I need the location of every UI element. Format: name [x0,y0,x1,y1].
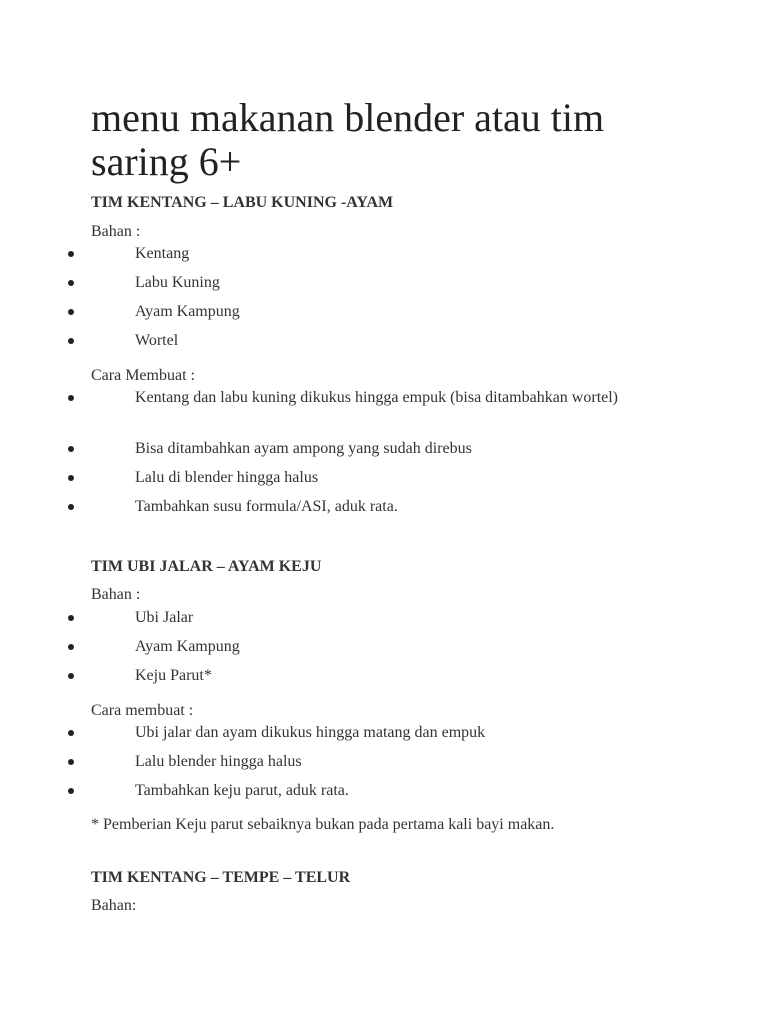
steps-label: Cara Membuat : [91,367,195,384]
ingredient-text: Wortel [135,332,179,349]
bullet-icon [68,788,74,794]
step-text: Ubi jalar dan ayam dikukus hingga matang dan empuk [135,724,486,741]
bullet-icon [68,730,74,736]
steps-label: Cara membuat : [91,702,194,719]
recipe-heading: TIM KENTANG – LABU KUNING -AYAM [91,194,394,211]
bullet-icon [68,446,74,452]
bullet-icon [68,673,74,679]
ingredient-text: Ubi Jalar [135,609,194,626]
ingredients-label: Bahan : [91,223,141,240]
bullet-icon [68,644,74,650]
step-text: Kentang dan labu kuning dikukus hingga empuk (bisa ditambahkan wortel) [135,389,619,406]
ingredient-text: Keju Parut* [135,667,212,684]
bullet-icon [68,395,74,401]
ingredients-label: Bahan : [91,586,141,603]
ingredient-text: Ayam Kampung [135,303,240,320]
step-text: Tambahkan susu formula/ASI, aduk rata. [135,498,398,515]
bullet-icon [68,504,74,510]
bullet-icon [68,280,74,286]
page-title: menu makanan blender atau tim saring 6+ [91,95,605,184]
bullet-icon [68,759,74,765]
bullet-icon [68,615,74,621]
ingredient-text: Labu Kuning [135,274,220,291]
step-text: Lalu blender hingga halus [135,753,302,770]
bullet-icon [68,475,74,481]
step-text: Tambahkan keju parut, aduk rata. [135,782,349,799]
recipe-note: * Pemberian Keju parut sebaiknya bukan pada pertama kali bayi makan. [91,816,555,833]
recipe-heading: TIM UBI JALAR – AYAM KEJU [91,558,322,575]
bullet-icon [68,338,74,344]
bullet-icon [68,309,74,315]
ingredients-label: Bahan: [91,897,137,914]
recipe-heading: TIM KENTANG – TEMPE – TELUR [91,869,351,886]
bullet-icon [68,251,74,257]
step-text: Bisa ditambahkan ayam ampong yang sudah direbus [135,440,472,457]
ingredient-text: Kentang [135,245,190,262]
step-text: Lalu di blender hingga halus [135,469,319,486]
ingredient-text: Ayam Kampung [135,638,240,655]
step-item [0,387,768,431]
